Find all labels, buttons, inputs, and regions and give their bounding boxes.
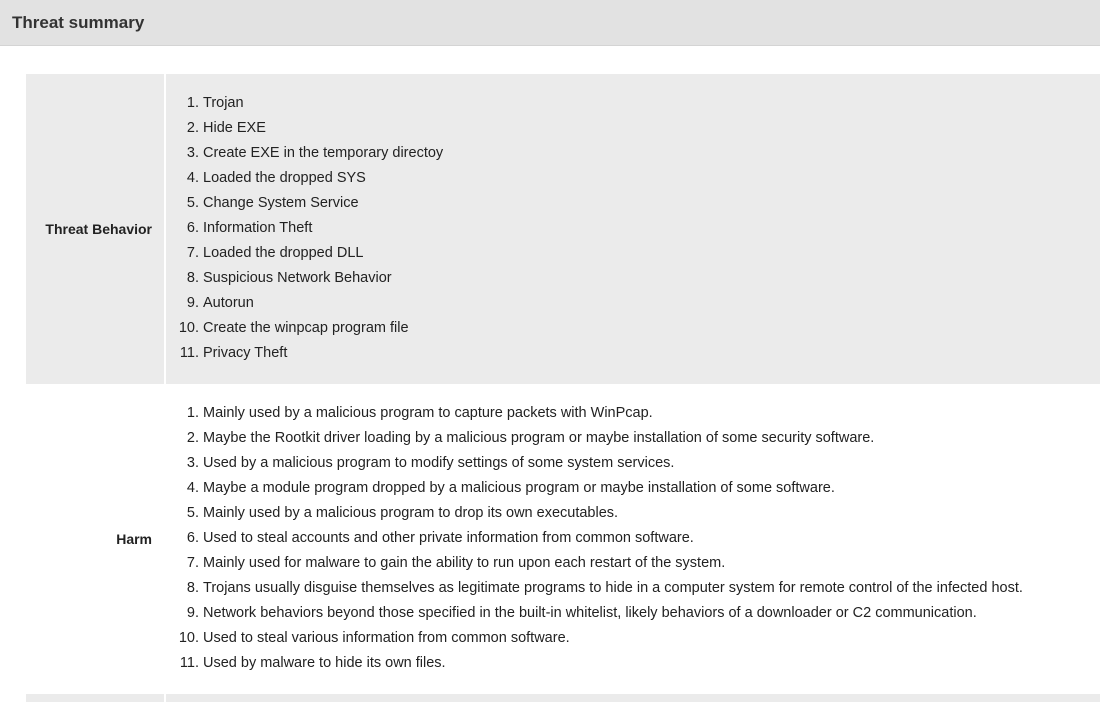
list-item: 6. Information Theft [203, 216, 1100, 241]
harm-list [166, 384, 1100, 694]
behavior-list [166, 74, 1100, 384]
list-item: 8. Suspicious Network Behavior [203, 266, 1100, 291]
list-item: 5. Change System Service [203, 191, 1100, 216]
list-item: 1. Mainly used by a malicious program to capture packets with WinPcap. [203, 401, 1100, 426]
list-item: 4. Maybe a module program dropped by a malicious program or maybe installation of some software. [203, 476, 1100, 501]
list-item: 3. Used by a malicious program to modify settings of some system services. [203, 451, 1100, 476]
list-item: 2. Hide EXE [203, 116, 1100, 141]
list-item: 11. Used by malware to hide its own files. [203, 651, 1100, 676]
row-label: Harm [26, 384, 166, 694]
list-item: 11. Privacy Theft [203, 341, 1100, 366]
list-item: 5. Mainly used by a malicious program to drop its own executables. [203, 501, 1100, 526]
row-content [166, 384, 1100, 694]
list-item: 10. Used to steal various information from common software. [203, 626, 1100, 651]
section-header [0, 0, 1100, 46]
list-item: 1. Trojan [203, 91, 1100, 116]
list-item: 10. Create the winpcap program file [203, 316, 1100, 341]
row-label: Threat Behavior [26, 74, 166, 384]
section-title: Threat summary [12, 13, 145, 32]
row-content [166, 74, 1100, 384]
list-item: 3. Create EXE in the temporary directoy [203, 141, 1100, 166]
table-row-harm [26, 384, 1100, 694]
list-item: 8. Trojans usually disguise themselves as legitimate programs to hide in a computer system for remote control of the infected host. [203, 576, 1100, 601]
list-item: 7. Loaded the dropped DLL [203, 241, 1100, 266]
list-item: 4. Loaded the dropped SYS [203, 166, 1100, 191]
threat-summary-table [26, 74, 1100, 702]
list-item: 7. Mainly used for malware to gain the ability to run upon each restart of the system. [203, 551, 1100, 576]
list-item: 6. Used to steal accounts and other private information from common software. [203, 526, 1100, 551]
table-row-threat-behavior [26, 74, 1100, 384]
list-item: 9. Autorun [203, 291, 1100, 316]
table-row-next [26, 694, 1100, 702]
list-item: 9. Network behaviors beyond those specified in the built-in whitelist, likely behaviors of a downloader or C2 communication. [203, 601, 1100, 626]
list-item: 2. Maybe the Rootkit driver loading by a malicious program or maybe installation of some security software. [203, 426, 1100, 451]
